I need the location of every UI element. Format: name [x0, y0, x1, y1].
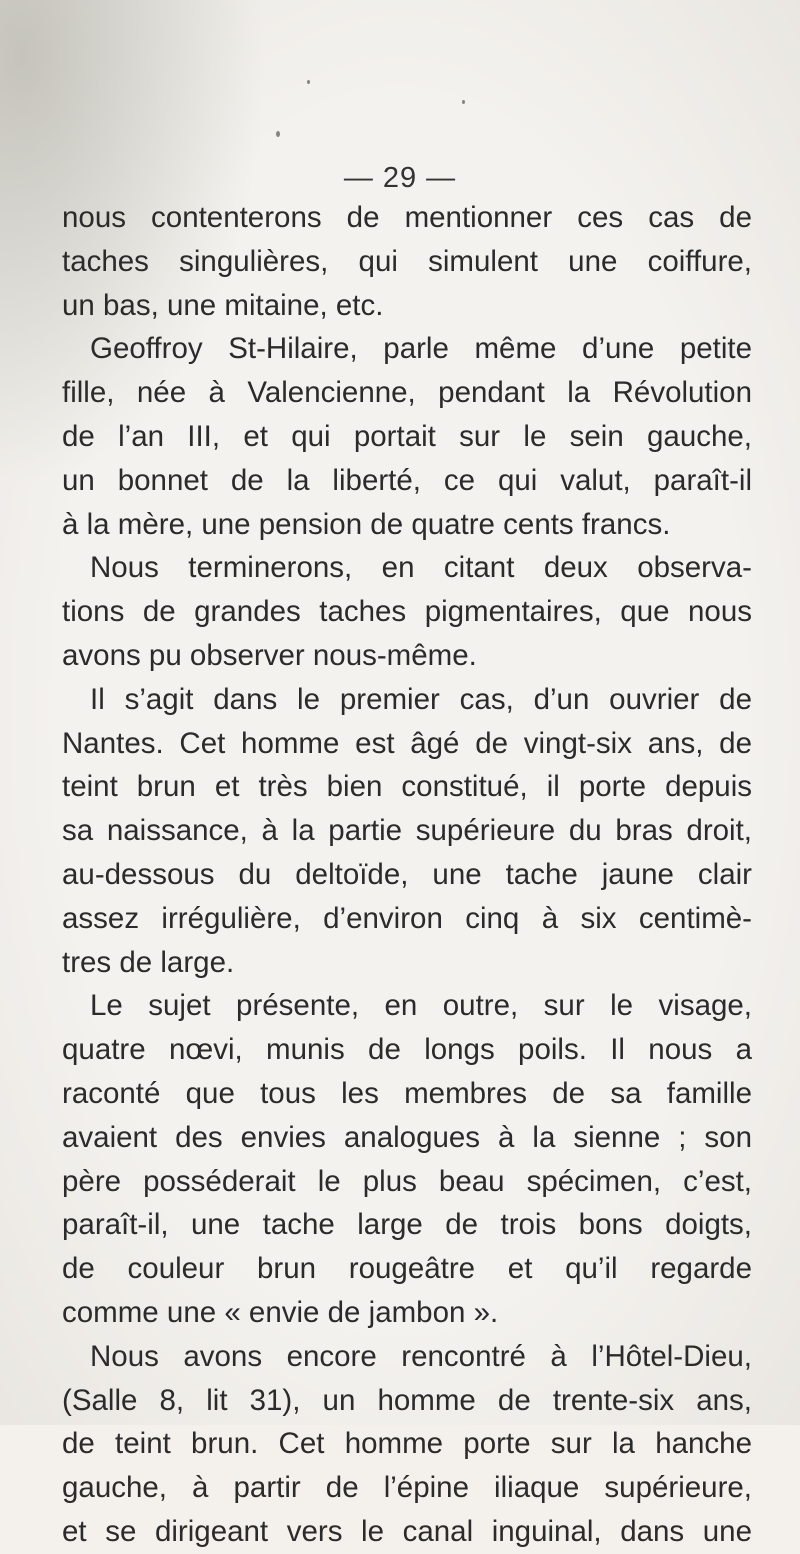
text-line: nous contenterons de mentionner ces cas de — [62, 201, 752, 234]
text-line: Nous avons encore rencontré à l’Hôtel-Dieu, — [90, 1339, 752, 1373]
text-line: avaient des envies analogues à la sienne ; son — [62, 1120, 752, 1154]
text-line: et se dirigeant vers le canal inguinal, dans une — [62, 1514, 752, 1548]
text-line: Il s’agit dans le premier cas, d’un ouvrier de — [90, 682, 752, 716]
page-number: — 29 — — [343, 162, 457, 194]
text-line: teint brun et très bien constitué, il porte depuis — [62, 770, 752, 804]
text-line: quatre nœvi, munis de longs poils. Il nous a — [62, 1033, 752, 1067]
text-line: de l’an III, et qui portait sur le sein gauche, — [62, 419, 752, 453]
text-line: Nantes. Cet homme est âgé de vingt-six ans, de — [62, 726, 752, 760]
text-line: avons pu observer nous-même. — [62, 638, 477, 672]
text-line: gauche, à partir de l’épine iliaque supérieure, — [62, 1471, 752, 1505]
text-line: un bas, une mitaine, etc. — [62, 288, 384, 322]
text-line: raconté que tous les membres de sa famille — [62, 1076, 752, 1110]
text-line: fille, née à Valencienne, pendant la Révolution — [62, 376, 752, 410]
text-line: au-dessous du deltoïde, une tache jaune clair — [62, 857, 752, 891]
text-line: Le sujet présente, en outre, sur le visage, — [90, 989, 752, 1023]
text-line: Nous terminerons, en citant deux observa- — [90, 551, 752, 585]
text-line: assez irrégulière, d’environ cinq à six centimè- — [62, 901, 752, 935]
scan-speck — [307, 80, 310, 84]
text-line: Geoffroy St-Hilaire, parle même d’une petite — [90, 332, 752, 366]
text-line: tres de large. — [62, 945, 235, 979]
scan-speck — [276, 131, 280, 137]
text-line: de couleur brun rougeâtre et qu’il regarde — [62, 1252, 752, 1286]
text-line: sa naissance, à la partie supérieure du bras droit, — [62, 814, 752, 848]
text-line: (Salle 8, lit 31), un homme de trente-six ans, — [62, 1383, 752, 1417]
text-line: tions de grandes taches pigmentaires, que nous — [62, 595, 752, 629]
body-text — [62, 196, 752, 1554]
text-line: paraît-il, une tache large de trois bons doigts, — [62, 1208, 752, 1242]
text-line: de teint brun. Cet homme porte sur la hanche — [62, 1427, 752, 1461]
text-line: taches singulières, qui simulent une coiffure, — [62, 244, 752, 278]
text-line: comme une « envie de jambon ». — [62, 1295, 499, 1329]
scan-speck — [462, 100, 465, 104]
text-line: père posséderait le plus beau spécimen, c’est, — [62, 1164, 752, 1198]
text-line: un bonnet de la liberté, ce qui valut, paraît-il — [62, 463, 752, 497]
text-line: à la mère, une pension de quatre cents francs. — [62, 507, 671, 541]
